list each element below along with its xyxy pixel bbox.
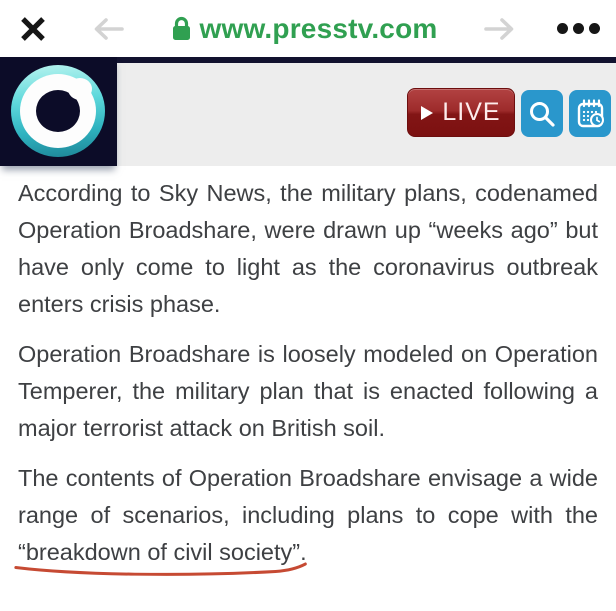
article-paragraph-2: Operation Broadshare is loosely modeled on Operation Temperer, the military plan that is enacted following a major terrorist attack on British soil.: [18, 341, 598, 441]
url-text: www.presstv.com: [199, 12, 438, 44]
back-arrow-icon: [91, 16, 125, 42]
live-button-label: LIVE: [442, 98, 501, 126]
more-options-button[interactable]: [556, 14, 600, 44]
back-button[interactable]: [90, 14, 126, 44]
article-body: [0, 166, 616, 584]
presstv-logo[interactable]: [0, 57, 117, 166]
site-header: [0, 57, 616, 166]
forward-arrow-icon: [483, 16, 517, 42]
browser-address-bar: [0, 0, 616, 57]
paragraph-3-suffix: .: [300, 539, 307, 565]
header-actions: [407, 88, 611, 137]
forward-button[interactable]: [482, 14, 518, 44]
article-paragraph-1: According to Sky News, the military plans, codenamed Operation Broadshare, were drawn up “weeks ago” but have only come to light as the coronavirus outbreak enters crisis phase.: [18, 180, 598, 317]
more-dots-icon: [557, 23, 568, 34]
paragraph-3-prefix: The contents of Operation Broadshare envisage a wide range of scenarios, including plans to cope with the: [18, 465, 598, 528]
article-paragraph-3: [18, 460, 598, 571]
presstv-logo-icon: [11, 65, 105, 157]
lock-icon: [171, 15, 192, 42]
search-icon: [528, 100, 556, 128]
red-scrawl-underline-icon: [12, 563, 311, 577]
close-tab-button[interactable]: [16, 12, 50, 46]
search-button[interactable]: [521, 90, 563, 137]
underlined-phrase: “breakdown of civil society”: [18, 539, 300, 565]
play-icon: [421, 106, 433, 120]
close-icon: [18, 14, 48, 44]
calendar-clock-icon: [576, 98, 605, 129]
schedule-button[interactable]: [569, 90, 611, 137]
live-button[interactable]: [407, 88, 515, 137]
address-url[interactable]: [126, 13, 482, 45]
